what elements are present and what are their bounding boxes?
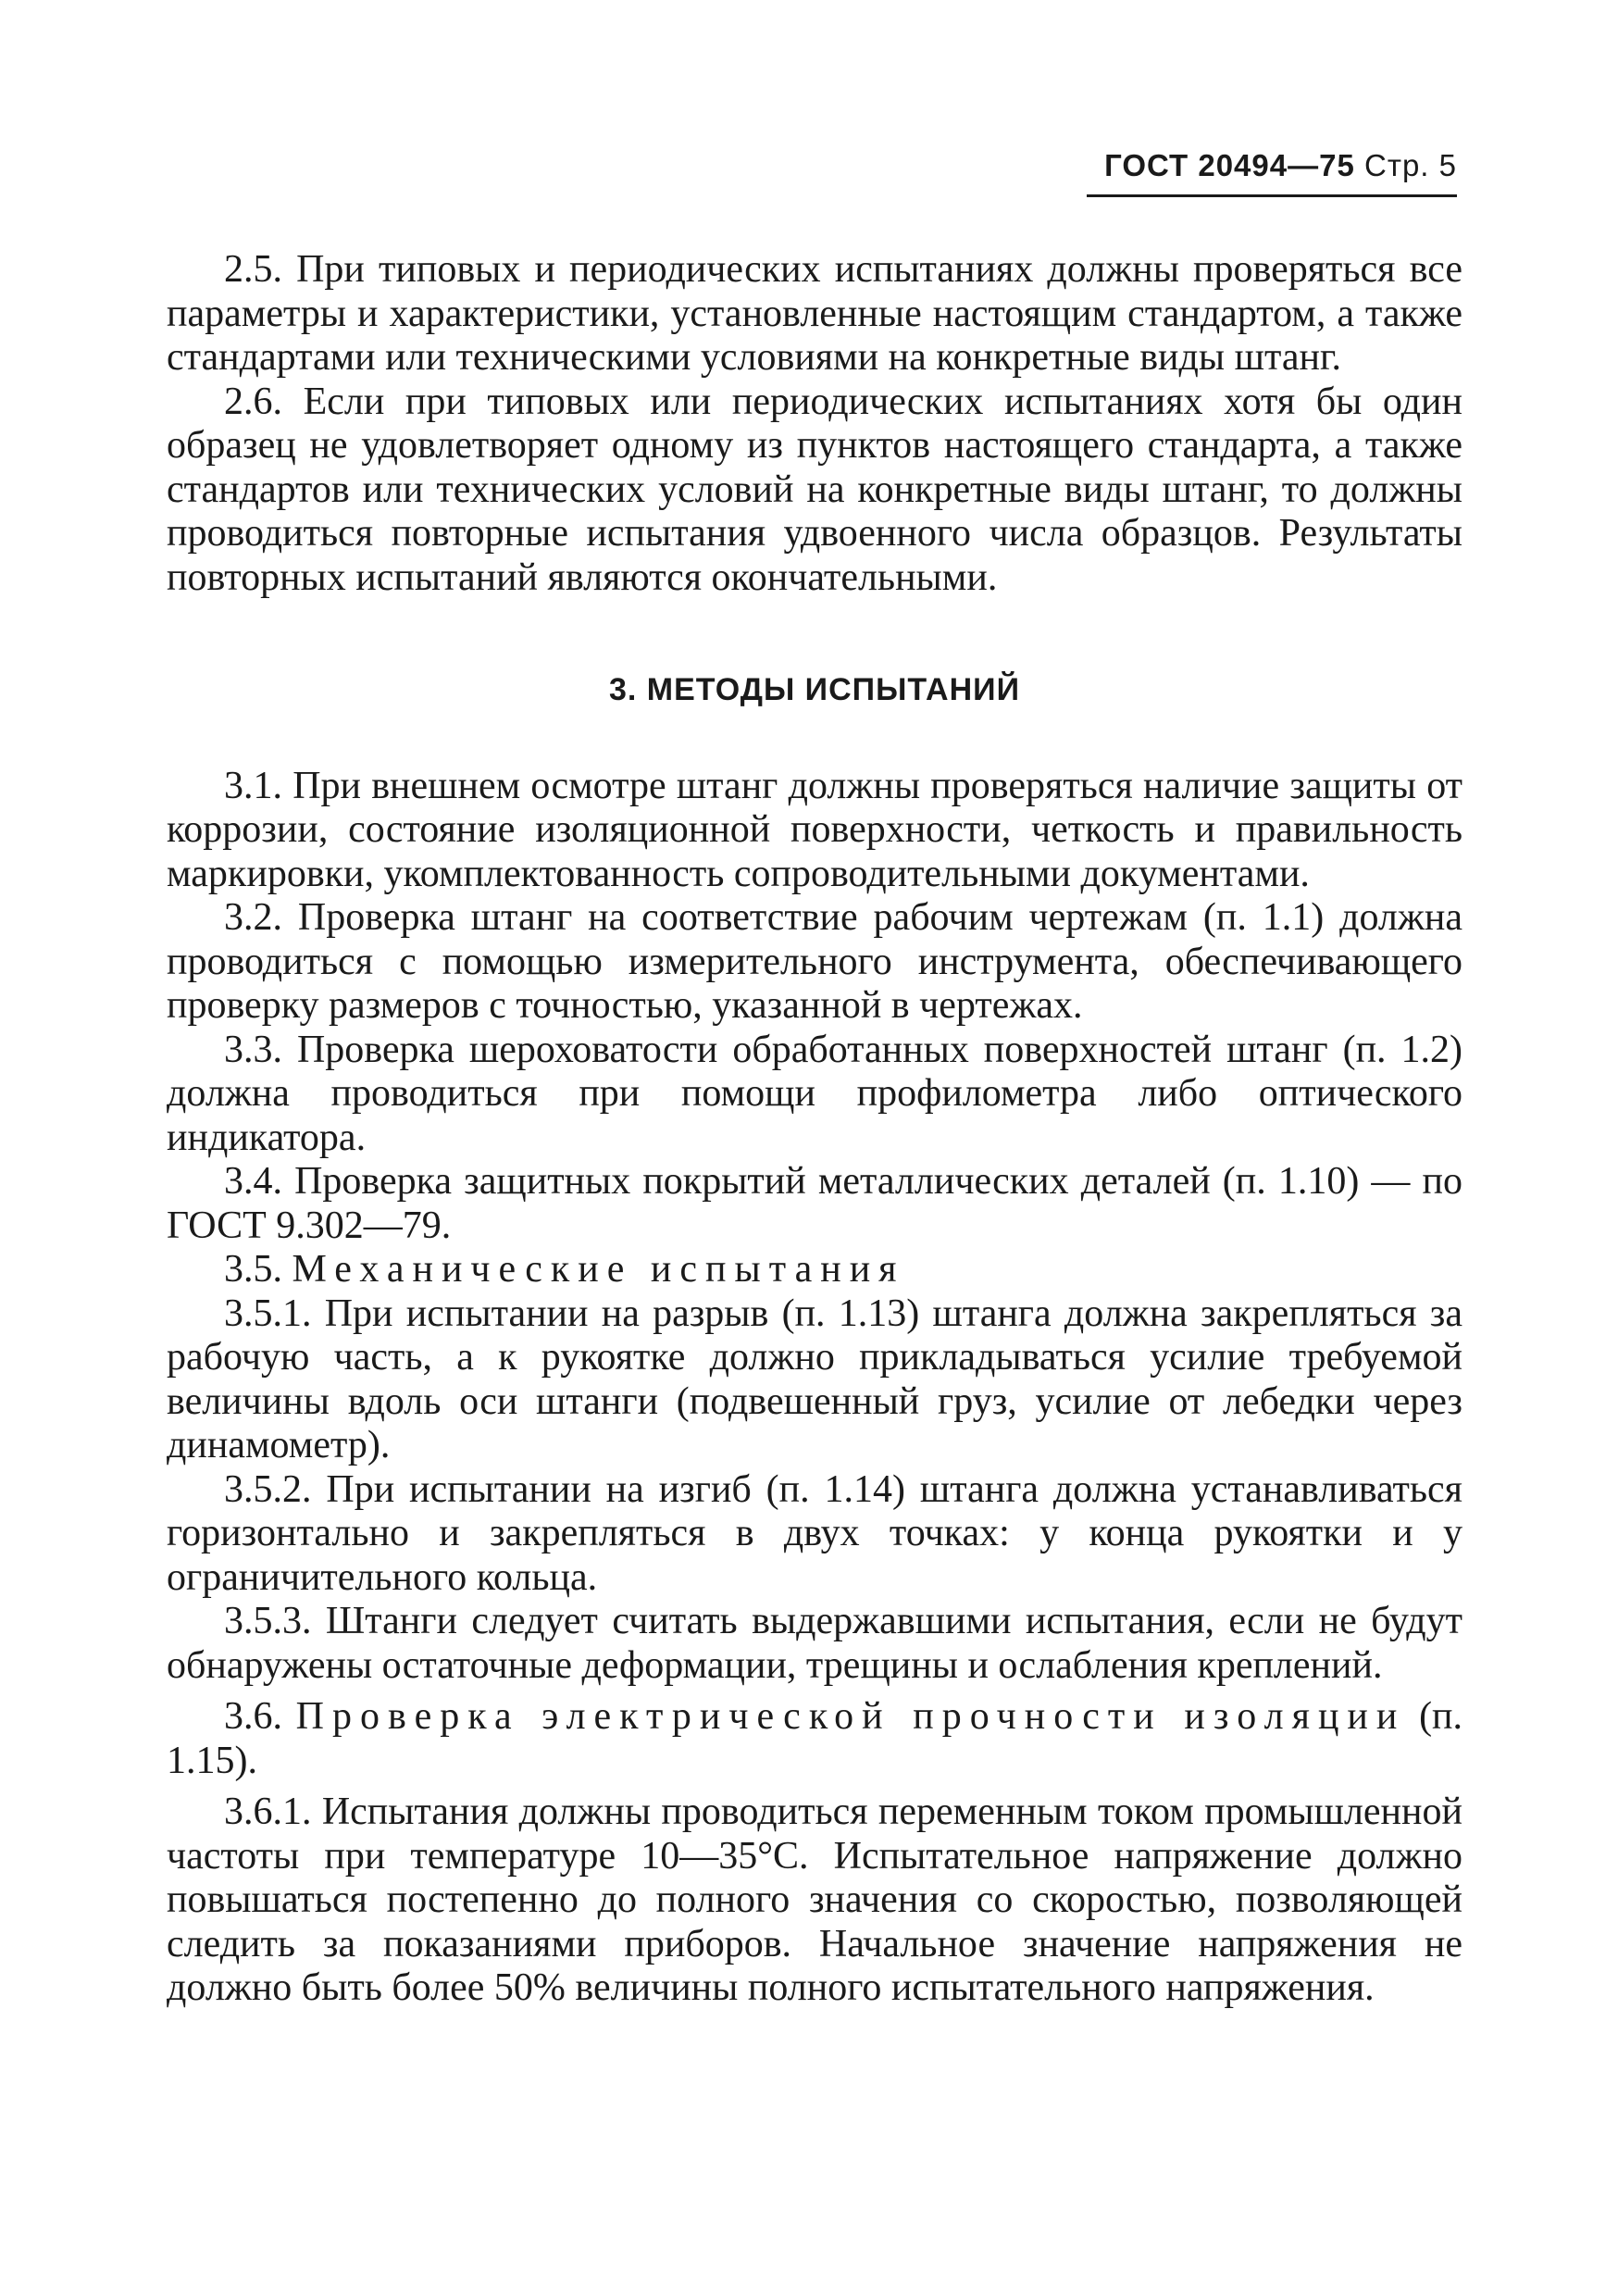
standard-number: ГОСТ 20494—75 [1104, 148, 1355, 182]
paragraph-2-5: 2.5. При типовых и периодических испытаниях должны проверяться все параметры и характеристики, установленные настоящим стандартом, а также стандартами или техническими условиями на конкретные виды штанг. [167, 248, 1462, 379]
paragraph-3-2: 3.2. Проверка штанг на соответствие рабочим чертежам (п. 1.1) должна проводиться с помощью измерительного инструмента, обеспечивающего проверку размеров с точностью, указанной в чертежах. [167, 896, 1462, 1027]
paragraph-3-5-3: 3.5.3. Штанги следует считать выдержавшими испытания, если не будут обнаружены остаточные деформации, трещины и ослабления креплений. [167, 1600, 1462, 1687]
document-body [167, 248, 1462, 2011]
clause-reference: (п. 1.15). [167, 1695, 1463, 1782]
paragraph-2-6: 2.6. Если при типовых или периодических испытаниях хотя бы один образец не удовлетворяет одному из пунктов настоящего стандарта, а также стандартов или технических условий на конкретные виды штанг, то должны проводиться повторные испытания удвоенного числа образцов. Результаты повторных испытаний являются окончательными. [167, 380, 1462, 599]
clause-number: 3.5. [224, 1248, 282, 1291]
page-number: Стр. 5 [1364, 148, 1457, 182]
paragraph-3-3: 3.3. Проверка шероховатости обработанных поверхностей штанг (п. 1.2) должна проводиться при помощи профилометра либо оптического индикатора. [167, 1028, 1462, 1159]
clause-title: Механические испытания [292, 1248, 905, 1291]
paragraph-3-5-1: 3.5.1. При испытании на разрыв (п. 1.13) штанга должна закрепляться за рабочую часть, а к рукоятке должно прикладываться усилие требуемой величины вдоль оси штанги (подвешенный груз, усилие от лебедки через динамометр). [167, 1292, 1462, 1466]
header-rule [1087, 194, 1457, 197]
clause-title: Проверка электрической прочности изоляции [295, 1695, 1406, 1738]
page-header [1104, 148, 1457, 183]
paragraph-3-6 [167, 1695, 1462, 1783]
paragraph-3-5 [167, 1248, 1462, 1292]
paragraph-3-6-1: 3.6.1. Испытания должны проводиться переменным током промышленной частоты при температуре 10—35°С. Испытательное напряжение должно повышаться постепенно до полного значения со скоростью, позволяющей следить за показаниями приборов. Начальное значение напряжения не должно быть более 50% величины полного испытательного напряжения. [167, 1791, 1462, 2009]
paragraph-3-4: 3.4. Проверка защитных покрытий металлических деталей (п. 1.10) — по ГОСТ 9.302—79. [167, 1160, 1462, 1247]
section-heading: 3. МЕТОДЫ ИСПЫТАНИЙ [609, 672, 1020, 707]
paragraph-3-1: 3.1. При внешнем осмотре штанг должны проверяться наличие защиты от коррозии, состояние изоляционной поверхности, четкость и правильность маркировки, укомплектованность сопроводительными документами. [167, 764, 1462, 895]
paragraph-3-5-2: 3.5.2. При испытании на изгиб (п. 1.14) штанга должна устанавливаться горизонтально и закрепляться в двух точках: у конца рукоятки и у ограничительного кольца. [167, 1467, 1462, 1599]
clause-number: 3.6. [224, 1695, 282, 1738]
